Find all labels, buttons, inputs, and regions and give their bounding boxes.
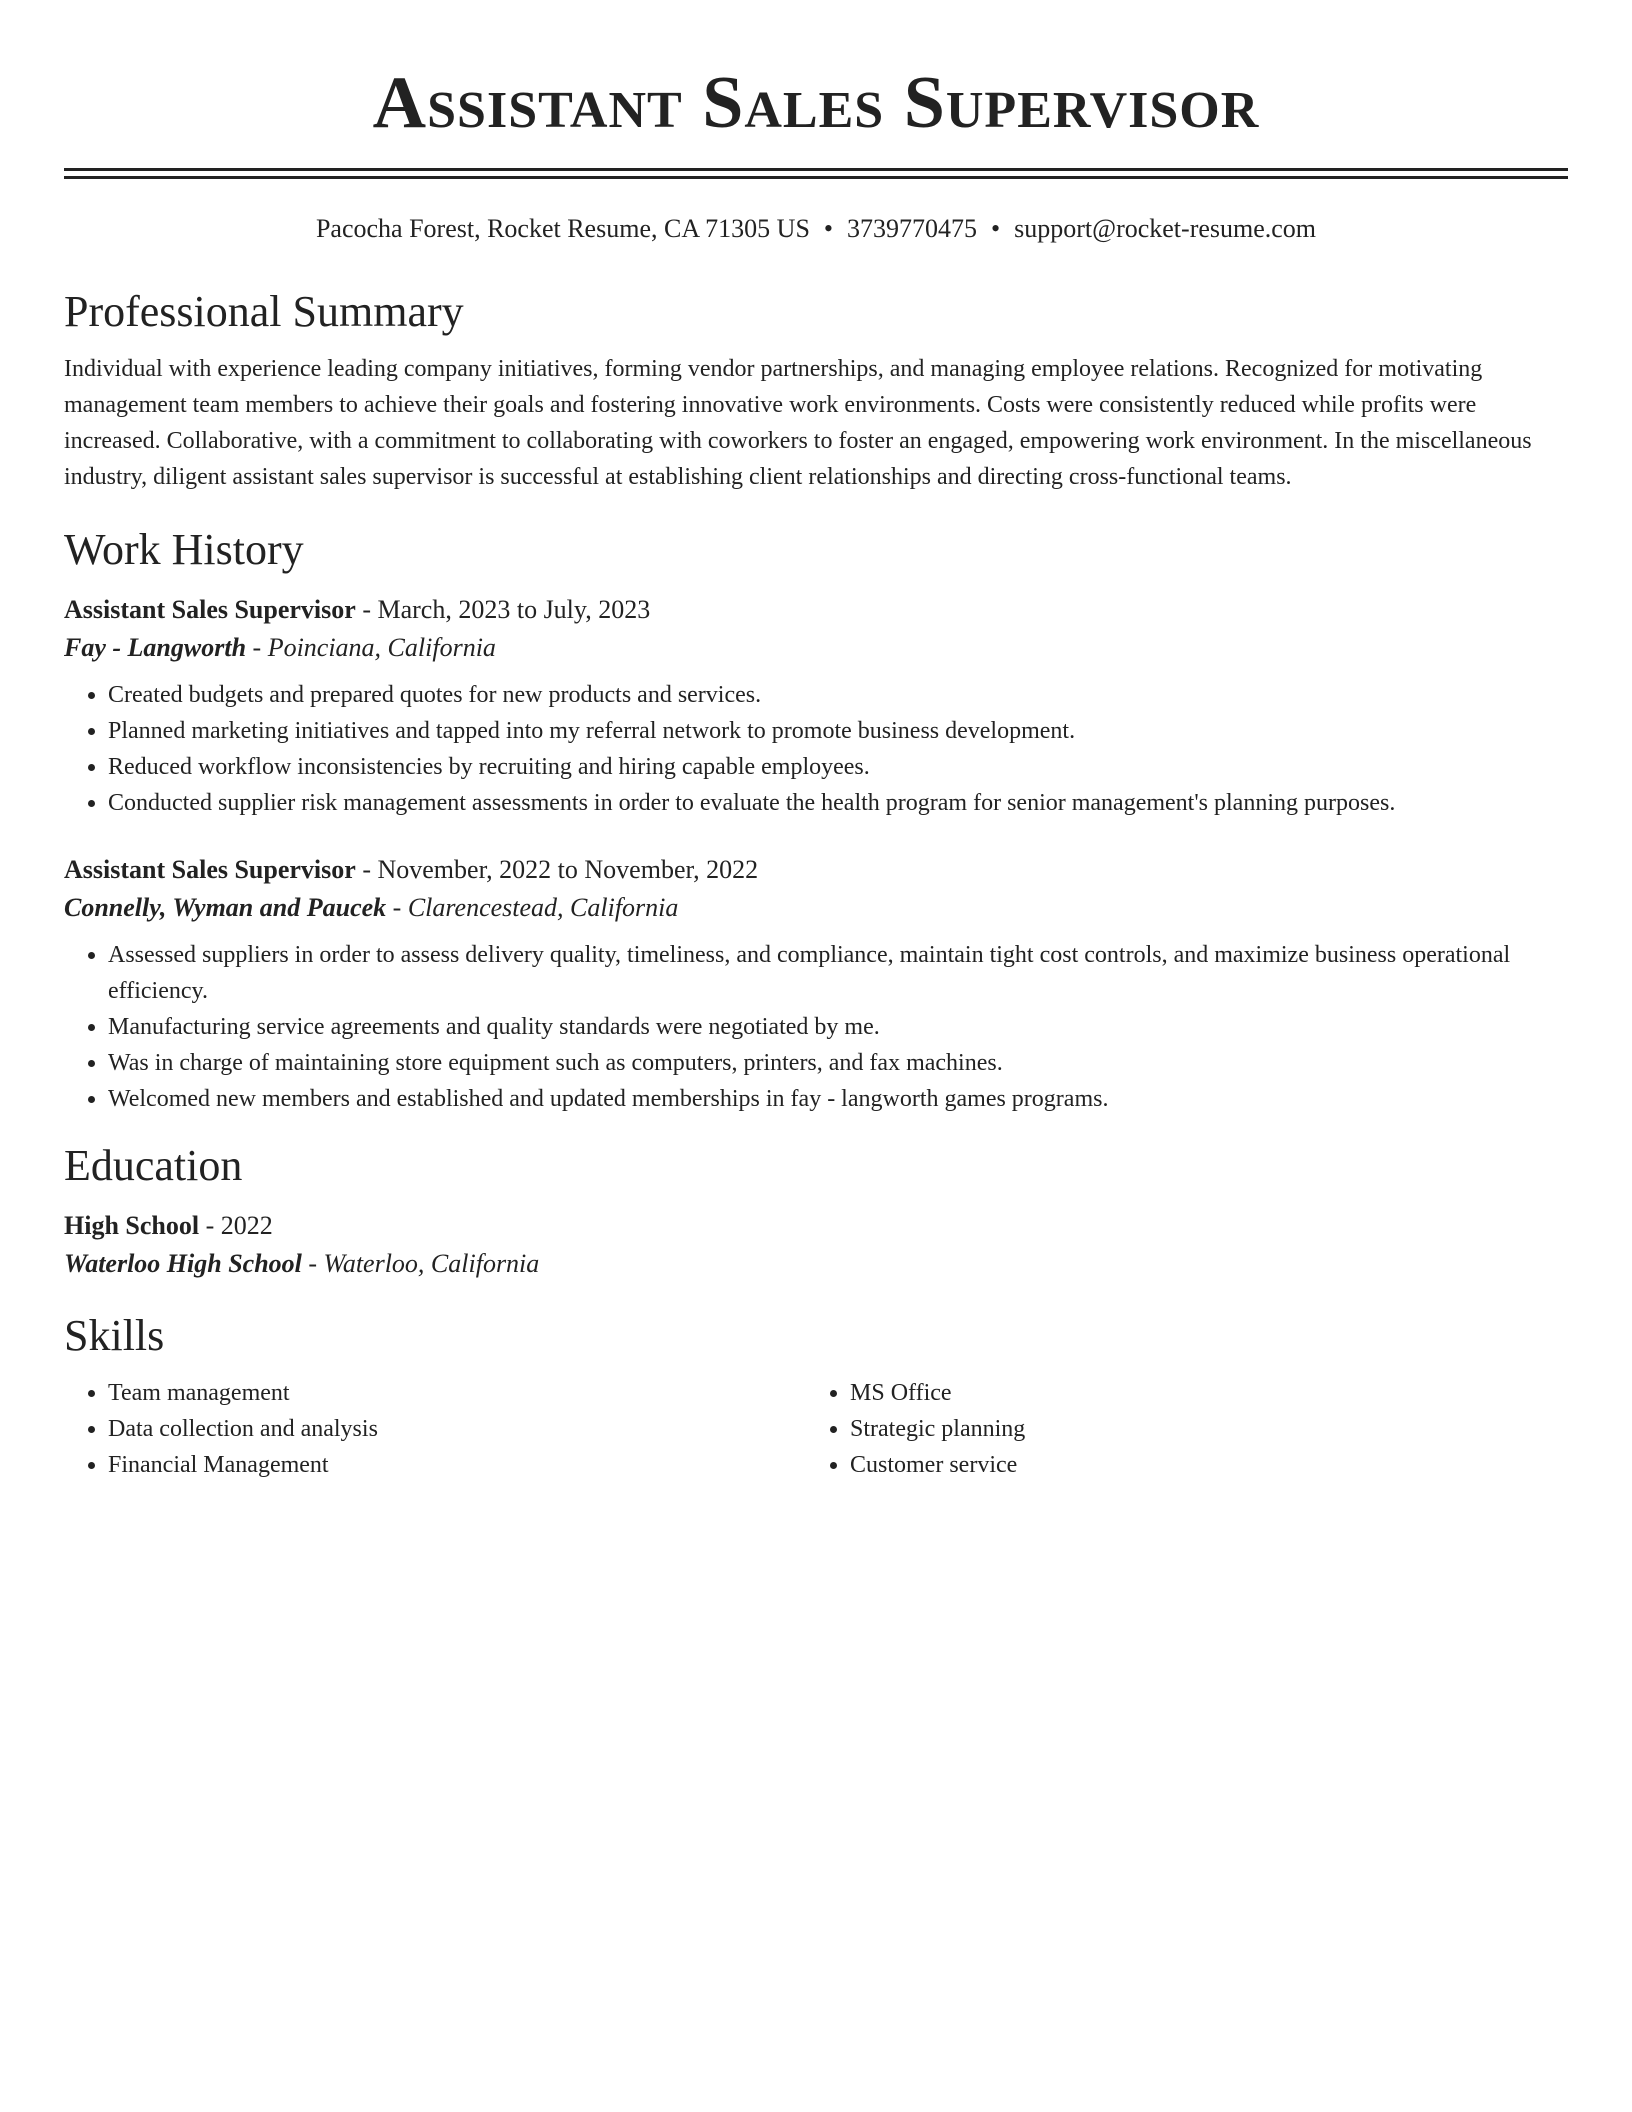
job-title-line	[64, 591, 1568, 629]
job-bullets	[64, 937, 1568, 1117]
employer-location: - Poinciana, California	[246, 633, 496, 662]
skill-item: • MS Office	[850, 1375, 1548, 1411]
job-title-line	[64, 851, 1568, 889]
education-entry	[64, 1207, 1568, 1283]
job-bullet: • Assessed suppliers in order to assess delivery quality, timeliness, and compliance, maintain tight cost controls, and maximize business operational efficiency.	[108, 937, 1568, 1009]
employer-line	[64, 889, 1568, 927]
education-heading: Education	[64, 1141, 243, 1190]
skills-grid	[64, 1375, 1568, 1483]
contact-separator: •	[823, 214, 834, 243]
degree-name: High School	[64, 1211, 200, 1240]
degree-line	[64, 1207, 1568, 1245]
contact-separator: •	[991, 214, 1001, 243]
skill-item: • Data collection and analysis	[108, 1411, 806, 1447]
skill-item: • Strategic planning	[850, 1411, 1548, 1447]
skill-item: • Financial Management	[108, 1447, 806, 1483]
contact-phone: 3739770475	[847, 214, 978, 243]
summary-text: Individual with experience leading company initiatives, forming vendor partnerships, and managing employee relations. Recognized for motivating management team members to achieve their goals and fostering innovative work environments. Costs were consistently reduced while profits were increased. Collaborative, with a commitment to collaborating with coworkers to foster an engaged, empowering work environment. In the miscellaneous industry, diligent assistant sales supervisor is successful at establishing client relationships and directing cross-functional teams.	[64, 356, 1532, 490]
work-history-heading: Work History	[64, 525, 304, 574]
skill-item: • Team management	[108, 1375, 806, 1411]
skills-column-left	[64, 1375, 806, 1483]
job-bullet: • Welcomed new members and established and updated memberships in fay - langworth games programs.	[108, 1081, 1568, 1117]
school-line	[64, 1245, 1568, 1283]
job-title: Assistant Sales Supervisor	[64, 595, 356, 624]
summary-heading: Professional Summary	[64, 287, 464, 336]
contact-line	[64, 213, 1568, 245]
job-bullet: • Reduced workflow inconsistencies by recruiting and hiring capable employees.	[108, 749, 1568, 785]
skills-heading: Skills	[64, 1311, 165, 1360]
job-bullet: • Planned marketing initiatives and tapped into my referral network to promote business development.	[108, 713, 1568, 749]
job-bullet: • Was in charge of maintaining store equipment such as computers, printers, and fax machines.	[108, 1045, 1568, 1081]
job-entry	[64, 591, 1568, 821]
employer-location: - Clarencestead, California	[386, 893, 679, 922]
job-title: Assistant Sales Supervisor	[64, 855, 356, 884]
job-entry	[64, 851, 1568, 1117]
employer-name: Fay - Langworth	[64, 633, 247, 662]
skills-column-right	[806, 1375, 1548, 1483]
school-name: Waterloo High School	[64, 1249, 302, 1278]
resume-name-heading: Assistant Sales Supervisor	[372, 62, 1260, 144]
job-bullet: • Conducted supplier risk management assessments in order to evaluate the health program for senior management's planning purposes.	[108, 785, 1568, 821]
degree-year: - 2022	[199, 1211, 273, 1240]
job-bullet: • Manufacturing service agreements and quality standards were negotiated by me.	[108, 1009, 1568, 1045]
job-dates: - November, 2022 to November, 2022	[355, 855, 759, 884]
employer-name: Connelly, Wyman and Paucek	[64, 893, 387, 922]
resume-page	[64, 0, 1568, 1483]
job-bullets	[64, 677, 1568, 821]
job-bullet: • Created budgets and prepared quotes for new products and services.	[108, 677, 1568, 713]
contact-address: Pacocha Forest, Rocket Resume, CA 71305 US	[315, 214, 810, 243]
contact-email: support@rocket-resume.com	[1014, 214, 1317, 243]
job-dates: - March, 2023 to July, 2023	[355, 595, 651, 624]
employer-line	[64, 629, 1568, 667]
school-location: - Waterloo, California	[301, 1249, 540, 1278]
header-rule-bottom	[64, 176, 1568, 179]
header-rule-top	[64, 168, 1568, 171]
skill-item: • Customer service	[850, 1447, 1548, 1483]
